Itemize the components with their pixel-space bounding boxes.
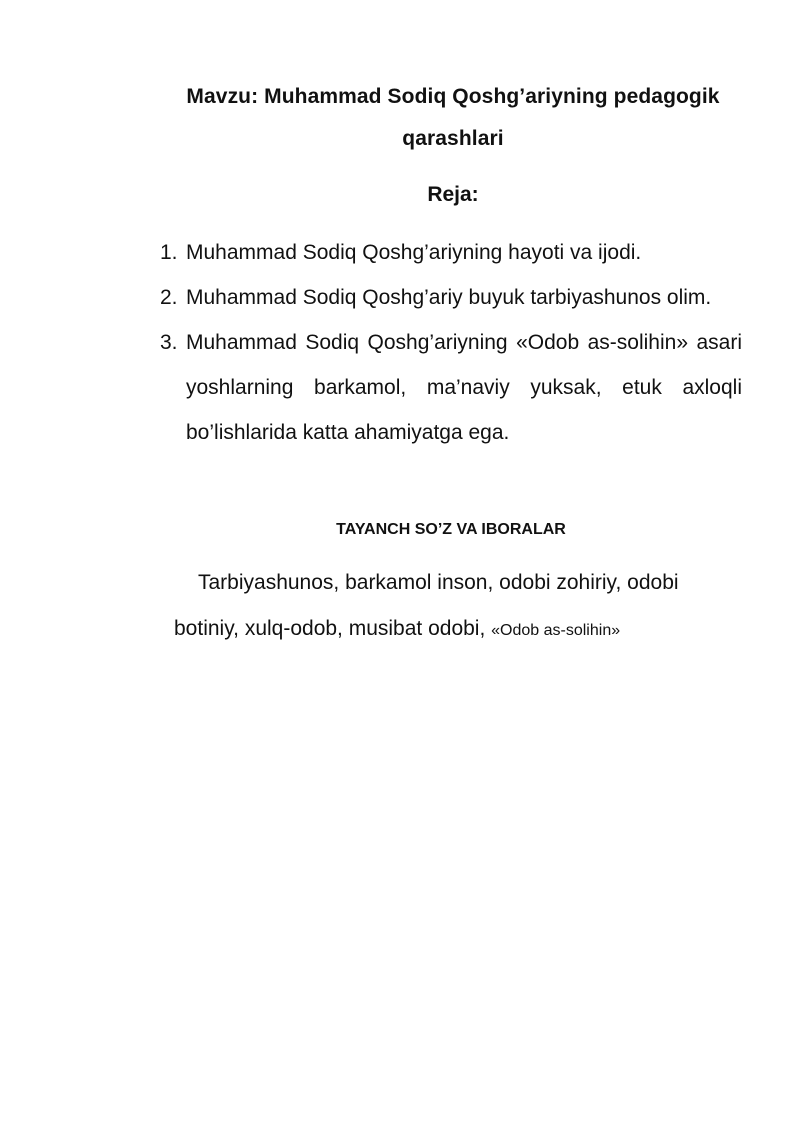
page-title [150,76,756,160]
plan-item [150,320,742,455]
keywords-text: Tarbiyashunos, barkamol inson, odobi zohiriy, odobi botiniy, xulq-odob, musibat odobi, [174,571,679,640]
title-line-2: qarashlari [402,127,504,150]
plan-item-text: Muhammad Sodiq Qoshg’ariyning hayoti va ijodi. [186,241,642,264]
plan-item-text: Muhammad Sodiq Qoshg’ariy buyuk tarbiyashunos olim. [186,286,712,309]
keywords-heading: TAYANCH SO’Z VA IBORALAR [336,521,566,538]
keywords-paragraph [174,560,734,654]
plan-item [150,230,742,275]
plan-heading: Reja: [427,183,479,206]
plan-item-text: Muhammad Sodiq Qoshg’ariyning «Odob as-solihin» asari yoshlarning barkamol, ma’naviy yuksak, etuk axloqli bo’lishlarida katta ahamiyatga ega. [186,331,742,444]
keywords-book-title: «Odob as-solihin» [491,622,621,639]
title-line-1: Mavzu: Muhammad Sodiq Qoshg’ariyning pedagogik [186,85,720,108]
plan-item-number: 3. [160,331,178,354]
plan-list [150,230,742,455]
plan-item-number: 1. [160,241,178,264]
plan-item [150,275,742,320]
plan-item-number: 2. [160,286,178,309]
